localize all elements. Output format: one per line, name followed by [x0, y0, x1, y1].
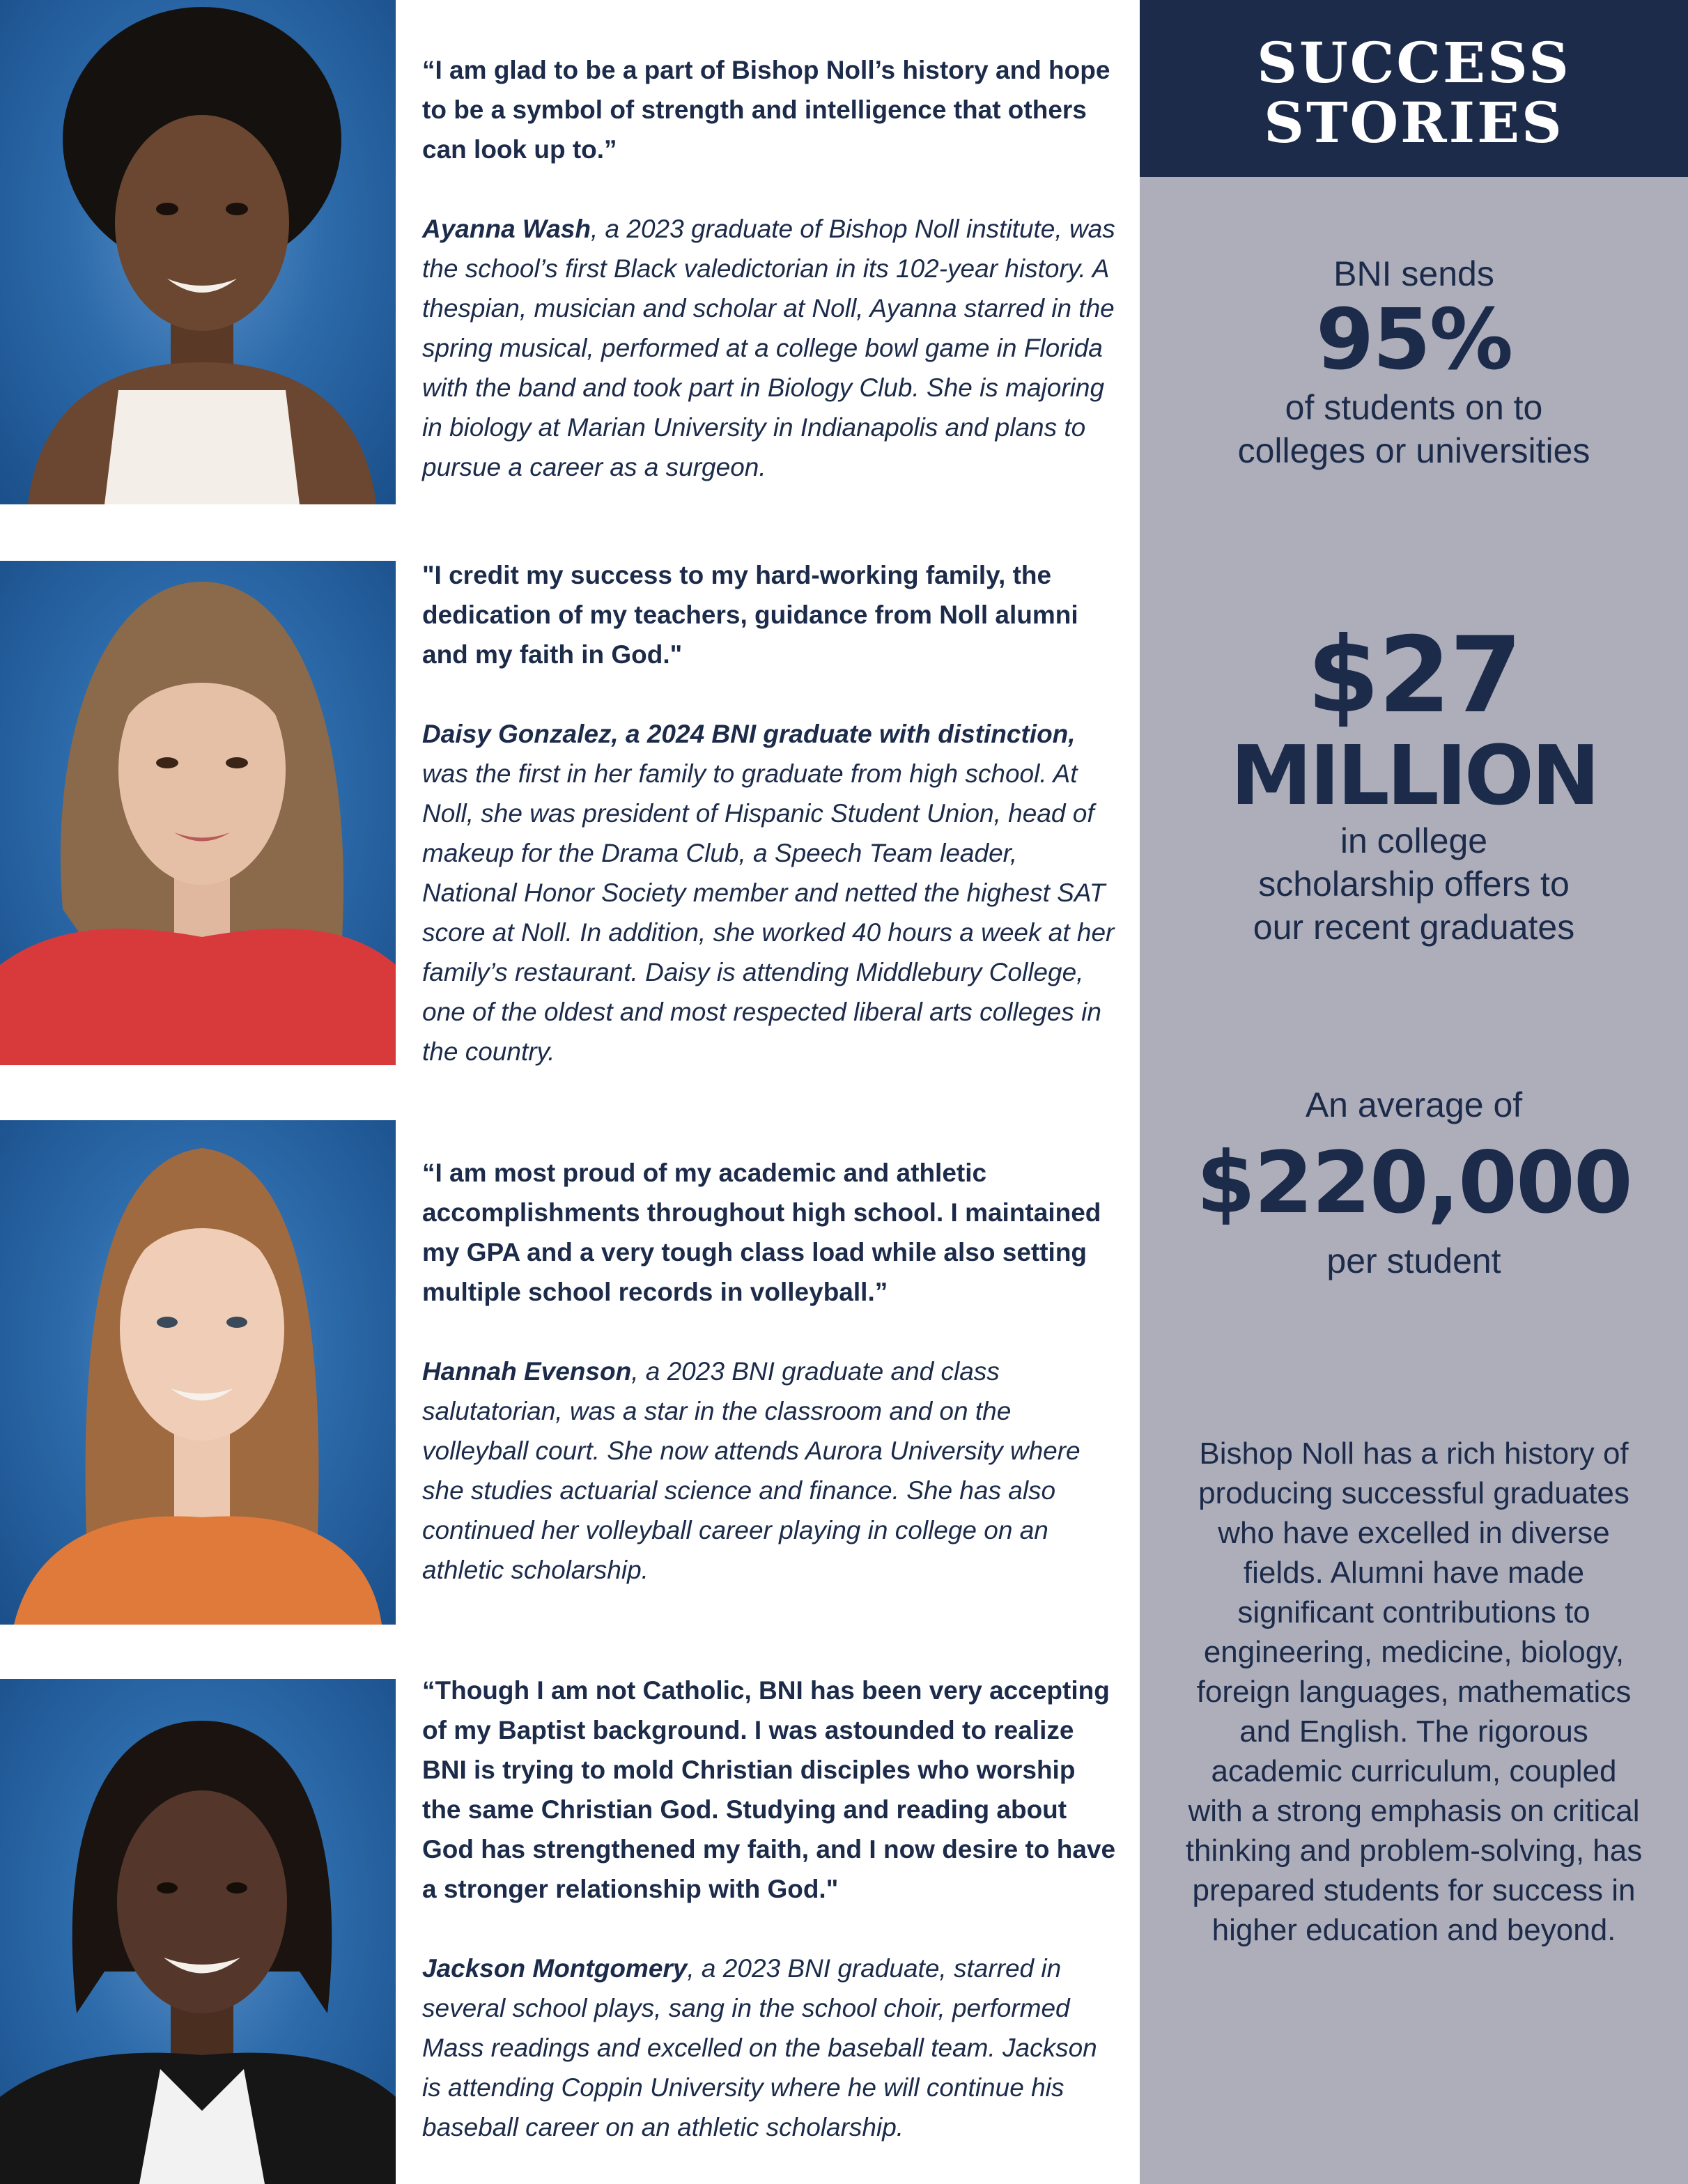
stat-caption: our recent graduates	[1253, 908, 1575, 947]
stat-average-award	[1140, 1083, 1688, 1283]
story-bio-text: , a 2023 BNI graduate and class salutatorian, was a star in the classroom and on the volleyball court. She now attends Aurora University where she studies actuarial science and finance. She has also continued her volleyball career playing in college on an athletic scholarship.	[422, 1357, 1081, 1584]
student-name: Ayanna Wash	[422, 215, 591, 243]
story-bio	[422, 1352, 1119, 1590]
portrait-illustration	[0, 1679, 396, 2184]
stat-intro: BNI sends	[1333, 254, 1494, 293]
portrait-illustration	[0, 0, 396, 504]
title-line-1: SUCCESS	[1257, 30, 1571, 95]
stat-college-rate	[1140, 252, 1688, 472]
stat-caption: of students on to	[1285, 388, 1543, 427]
student-name: Daisy Gonzalez, a 2024 BNI graduate with distinction,	[422, 720, 1076, 748]
student-name: Jackson Montgomery	[422, 1954, 688, 1983]
story-bio-text: , a 2023 graduate of Bishop Noll institute, was the school’s first Black valedictorian in its 102-year history. A thespian, musician and scholar at Noll, Ayanna starred in the spring musical, performed at a college bowl game in Florida with the band and took part in Biology Club. She is majoring in biology at Marian University in Indianapolis and plans to pursue a career as a surgeon.	[422, 215, 1115, 481]
portrait-photo-daisy	[0, 561, 396, 1065]
story-daisy	[422, 555, 1119, 1071]
stat-scholarships	[1140, 615, 1688, 949]
stat-caption: scholarship offers to	[1258, 865, 1570, 904]
story-bio	[422, 209, 1119, 487]
closing-paragraph: Bishop Noll has a rich history of producing successful graduates who have excelled in diverse fields. Alumni have made significant contributions to engineering, medicine, biology, foreign languages, mathematics and English. The rigorous academic curriculum, coupled with a strong emphasis on critical thinking and problem-solving, has prepared students for success in higher education and beyond.	[1185, 1436, 1643, 1947]
stat-intro: An average of	[1305, 1085, 1523, 1124]
portrait-illustration	[0, 561, 396, 1065]
stat-caption: in college	[1340, 821, 1488, 860]
story-quote: “Though I am not Catholic, BNI has been very accepting of my Baptist background. I was astounded to realize BNI is trying to mold Christian disciples who worship the same Christian God. Studying and reading about God has strengthened my faith, and I now desire to have a stronger relationship with God."	[422, 1676, 1116, 1903]
stat-caption: per student	[1326, 1241, 1501, 1280]
story-quote: “I am most proud of my academic and athletic accomplishments throughout high school. I maintained my GPA and a very tough class load while also setting multiple school records in volleyball.”	[422, 1159, 1101, 1306]
story-quote: “I am glad to be a part of Bishop Noll’s history and hope to be a symbol of strength and intelligence that others can look up to.”	[422, 56, 1110, 164]
story-quote: "I credit my success to my hard-working family, the dedication of my teachers, guidance from Noll alumni and my faith in God."	[422, 561, 1078, 669]
stat-value: 95%	[1315, 292, 1512, 389]
story-ayanna	[422, 50, 1119, 487]
story-bio	[422, 1949, 1119, 2147]
stat-value: $220,000	[1196, 1133, 1632, 1232]
title-line-2: STORIES	[1264, 90, 1564, 155]
student-name: Hannah Evenson	[422, 1357, 632, 1386]
story-jackson	[422, 1671, 1119, 2147]
portrait-illustration	[0, 1120, 396, 1625]
portrait-photo-jackson	[0, 1679, 396, 2184]
story-hannah	[422, 1153, 1119, 1590]
story-bio-text: was the first in her family to graduate from high school. At Noll, she was president of Hispanic Student Union, head of makeup for the Drama Club, a Speech Team leader, National Honor Society member and netted the highest SAT score at Noll. In addition, she worked 40 hours a week at her family’s restaurant. Daisy is attending Middlebury College, one of the oldest and most respected liberal arts colleges in the country.	[422, 759, 1115, 1066]
portrait-photo-ayanna	[0, 0, 396, 504]
portrait-photo-hannah	[0, 1120, 396, 1625]
stat-value: $27	[1306, 615, 1521, 736]
story-bio	[422, 714, 1119, 1071]
stat-value-unit: MILLION	[1230, 727, 1597, 823]
story-bio-text: , a 2023 BNI graduate, starred in several school plays, sang in the school choir, performed Mass readings and excelled on the baseball team. Jackson is attending Coppin University where he will continue his baseball career on an athletic scholarship.	[422, 1954, 1097, 2142]
stats-sidebar	[1140, 0, 1688, 2184]
section-title	[1140, 0, 1688, 177]
stat-caption: colleges or universities	[1237, 431, 1590, 470]
